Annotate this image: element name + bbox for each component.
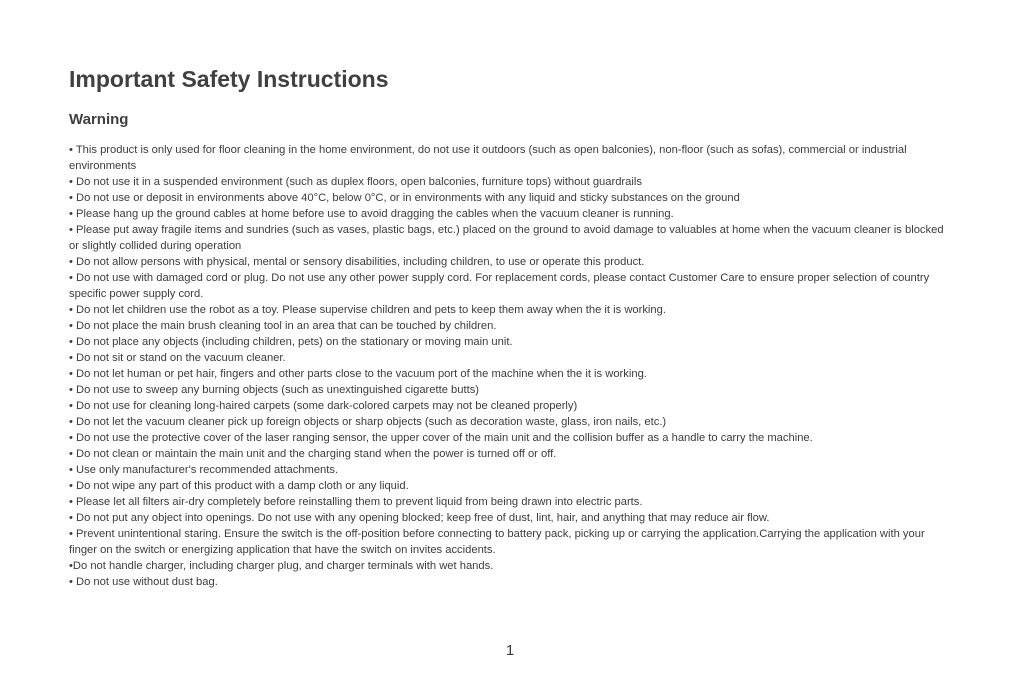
safety-instructions-list <box>69 142 954 590</box>
list-item: • Do not allow persons with physical, mental or sensory disabilities, including children, to use or operate this product. <box>69 256 645 268</box>
list-item: • Do not let human or pet hair, fingers and other parts close to the vacuum port of the machine when the it is working. <box>69 368 647 380</box>
list-item: • Do not use without dust bag. <box>69 576 218 588</box>
list-item: • Please hang up the ground cables at home before use to avoid dragging the cables when the vacuum cleaner is running. <box>69 208 674 220</box>
list-item: • Do not use with damaged cord or plug. Do not use any other power supply cord. For replacement cords, please contact Customer Care to ensure proper selection of country specific power supply cord. <box>69 272 930 300</box>
page-number: 1 <box>505 642 515 659</box>
list-item: • Prevent unintentional staring. Ensure the switch is the off-position before connecting to battery pack, picking up or carrying the application.Carrying the application with your finger on the switch or energizing application that have the switch on invites accidents. <box>69 528 925 556</box>
list-item: • Do not clean or maintain the main unit and the charging stand when the power is turned off or off. <box>69 448 557 460</box>
list-item: • Do not place any objects (including children, pets) on the stationary or moving main unit. <box>69 336 513 348</box>
list-item: • Do not place the main brush cleaning tool in an area that can be touched by children. <box>69 320 497 332</box>
list-item: • Do not use the protective cover of the laser ranging sensor, the upper cover of the main unit and the collision buffer as a handle to carry the machine. <box>69 432 813 444</box>
page-title: Important Safety Instructions <box>69 66 389 92</box>
list-item: • Do not use for cleaning long-haired carpets (some dark-colored carpets may not be cleaned properly) <box>69 400 578 412</box>
list-item: • Do not put any object into openings. Do not use with any opening blocked; keep free of dust, lint, hair, and anything that may reduce air flow. <box>69 512 770 524</box>
list-item: • Use only manufacturer's recommended attachments. <box>69 464 339 476</box>
section-heading-warning: Warning <box>69 111 129 128</box>
list-item: • Do not let the vacuum cleaner pick up foreign objects or sharp objects (such as decoration waste, glass, iron nails, etc.) <box>69 416 667 428</box>
list-item: • Please let all filters air-dry completely before reinstalling them to prevent liquid from being drawn into electric parts. <box>69 496 643 508</box>
list-item: • Do not use it in a suspended environment (such as duplex floors, open balconies, furniture tops) without guardrails <box>69 176 642 188</box>
list-item: • Do not use or deposit in environments above 40°C, below 0°C, or in environments with any liquid and sticky substances on the ground <box>69 192 740 204</box>
list-item: • This product is only used for floor cleaning in the home environment, do not use it outdoors (such as open balconies), non-floor (such as sofas), commercial or industrial environments <box>69 144 907 172</box>
list-item: • Please put away fragile items and sundries (such as vases, plastic bags, etc.) placed on the ground to avoid damage to valuables at home when the vacuum cleaner is blocked or slightly collided during operation <box>69 224 944 252</box>
list-item: • Do not use to sweep any burning objects (such as unextinguished cigarette butts) <box>69 384 480 396</box>
list-item: • Do not sit or stand on the vacuum cleaner. <box>69 352 286 364</box>
list-item: • Do not let children use the robot as a toy. Please supervise children and pets to keep them away when the it is working. <box>69 304 666 316</box>
list-item: •Do not handle charger, including charger plug, and charger terminals with wet hands. <box>69 560 494 572</box>
list-item: • Do not wipe any part of this product with a damp cloth or any liquid. <box>69 480 409 492</box>
